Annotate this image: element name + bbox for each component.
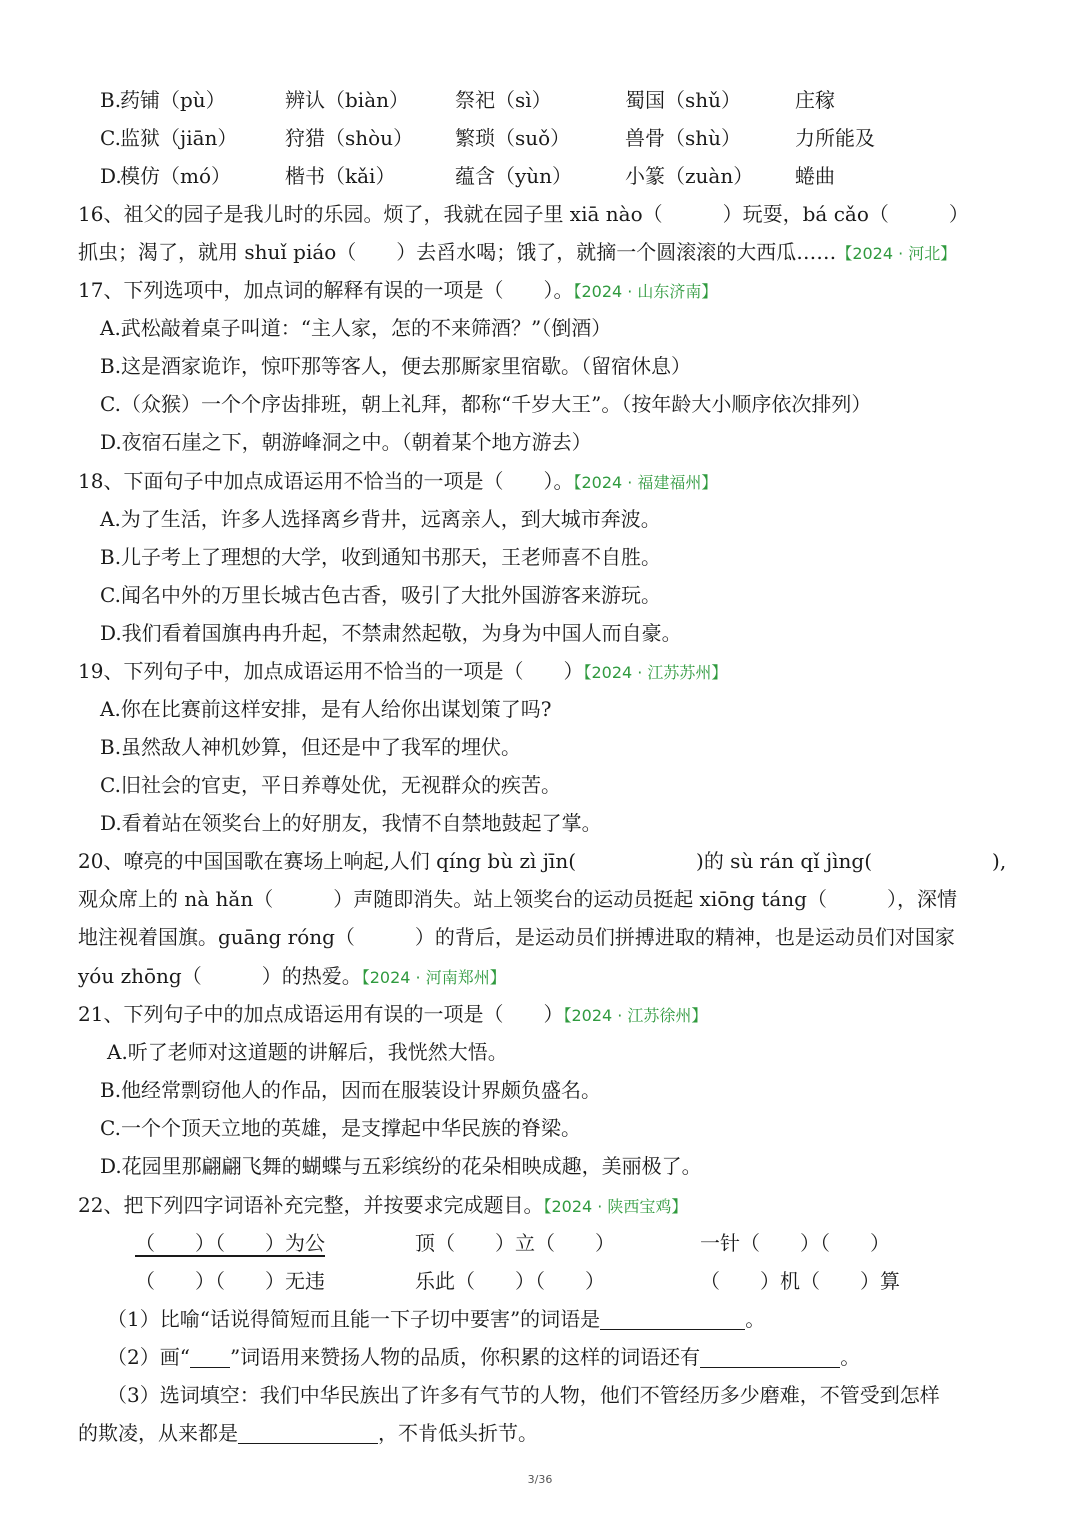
option-text: C.一个个顶天立地的英雄，是支撑起中华民族的脊梁。	[100, 1116, 581, 1140]
option-text: A.听了老师对这道题的讲解后，我恍然大悟。	[107, 1040, 508, 1064]
q20-text: yóu zhōng（ ）的热爱。	[78, 964, 362, 988]
option-text: A.你在比赛前这样安排，是有人给你出谋划策了吗?	[100, 697, 552, 721]
source-tag: 【2024 · 陕西宝鸡】	[543, 1197, 688, 1216]
q20-line-4	[0, 957, 1080, 995]
q22-word-row-1	[0, 1224, 1080, 1262]
q18-option-d	[0, 614, 1080, 652]
option-label: C.	[100, 126, 121, 150]
option-text: C.（众猴）一个个序齿排班，朝上礼拜，都称“千岁大王”。（按年龄大小顺序依次排列）	[100, 392, 872, 416]
answer-blank[interactable]	[700, 1343, 840, 1368]
source-tag: 【2024 · 河北】	[836, 244, 957, 263]
word-fill-item: （ ）（ ）无违	[135, 1269, 325, 1293]
option-item: 小篆（zuàn）	[625, 164, 754, 188]
q17-stem	[0, 271, 1080, 309]
q16-text: 抓虫；渴了，就用 shuǐ piáo（ ）去舀水喝；饿了，就摘一个圆滚滚的大西瓜……	[78, 240, 837, 264]
q22-sub-3	[0, 1376, 1080, 1414]
source-tag: 【2024 · 河南郑州】	[361, 968, 506, 987]
option-item: 模仿（mó）	[120, 164, 232, 188]
option-text: D.花园里那翩翩飞舞的蝴蝶与五彩缤纷的花朵相映成趣，美丽极了。	[100, 1154, 702, 1178]
option-item: 蕴含（yùn）	[455, 164, 573, 188]
q19-option-c	[0, 766, 1080, 804]
q21-option-c	[0, 1109, 1080, 1147]
q17-option-c	[0, 385, 1080, 423]
sub-question-text: 。	[745, 1307, 766, 1331]
word-fill-item: （ ）（ ）为公	[135, 1231, 325, 1255]
q22-word-row-2	[0, 1262, 1080, 1300]
question-stem: 22、把下列四字词语补充完整，并按要求完成题目。	[78, 1193, 544, 1217]
word-fill-item: 顶（ ）立（ ）	[415, 1231, 615, 1255]
option-item: 药铺（pù）	[120, 88, 226, 112]
page-number: 3/36	[527, 1473, 553, 1486]
q17-option-b	[0, 347, 1080, 385]
q21-option-b	[0, 1071, 1080, 1109]
option-text: B.儿子考上了理想的大学，收到通知书那天，王老师喜不自胜。	[100, 545, 662, 569]
q21-option-a	[0, 1033, 1080, 1071]
source-tag: 【2024 · 山东济南】	[573, 282, 718, 301]
q20-text: 地注视着国旗。guāng róng（ ）的背后，是运动员们拼搏进取的精神，也是运动员们对国家	[78, 925, 955, 949]
option-text: A.为了生活，许多人选择离乡背井，远离亲人，到大城市奔波。	[100, 507, 661, 531]
option-text: D.看着站在领奖台上的好朋友，我情不自禁地鼓起了掌。	[100, 811, 602, 835]
answer-blank[interactable]	[600, 1305, 745, 1330]
option-text: D.夜宿石崖之下，朝游峰洞之中。（朝着某个地方游去）	[100, 430, 592, 454]
q20-text: 20、嘹亮的中国国歌在赛场上响起,人们 qíng bù zì jīn( )的 sù rán qǐ jìng( ),	[78, 849, 1007, 873]
word-fill-item: 一针（ ）（ ）	[700, 1231, 890, 1255]
option-text: C.闻名中外的万里长城古色古香，吸引了大批外国游客来游玩。	[100, 583, 661, 607]
option-item: 祭祀（sì）	[455, 88, 552, 112]
q16-line-2	[0, 233, 1080, 271]
option-item: 蜷曲	[795, 164, 835, 188]
q21-option-d	[0, 1147, 1080, 1185]
q16-line-1	[0, 195, 1080, 233]
option-label: B.	[100, 88, 122, 112]
q19-option-d	[0, 804, 1080, 842]
q16-text: 16、祖父的园子是我儿时的乐园。烦了，我就在园子里 xiā nào（ ）玩耍，bá cǎo（ ）	[78, 202, 969, 226]
option-text: B.虽然敌人神机妙算，但还是中了我军的埋伏。	[100, 735, 522, 759]
source-tag: 【2024 · 江苏徐州】	[563, 1006, 708, 1025]
q18-stem	[0, 462, 1080, 500]
q18-option-b	[0, 538, 1080, 576]
q22-sub-2	[0, 1338, 1080, 1376]
source-tag: 【2024 · 福建福州】	[573, 473, 718, 492]
q22-sub-3-cont	[0, 1414, 1080, 1452]
option-item: 繁琐（suǒ）	[455, 126, 571, 150]
option-label: D.	[100, 164, 122, 188]
question-stem: 21、下列句子中的加点成语运用有误的一项是（ ）	[78, 1002, 564, 1026]
option-row-b	[0, 81, 1080, 119]
option-item: 辨认（biàn）	[285, 88, 410, 112]
q17-option-a	[0, 309, 1080, 347]
q17-option-d	[0, 423, 1080, 461]
option-item: 监狱（jiān）	[120, 126, 238, 150]
q19-option-b	[0, 728, 1080, 766]
option-item: 蜀国（shǔ）	[625, 88, 742, 112]
sub-question-text: （2）画“	[107, 1345, 190, 1369]
option-text: D.我们看着国旗冉冉升起，不禁肃然起敬，为身为中国人而自豪。	[100, 621, 682, 645]
sub-question-text: （1）比喻“话说得简短而且能一下子切中要害”的词语是	[107, 1307, 601, 1331]
sub-question-text: ，不肯低头折节。	[378, 1421, 538, 1445]
q19-option-a	[0, 690, 1080, 728]
sub-question-text: 。	[840, 1345, 861, 1369]
answer-blank[interactable]	[190, 1343, 230, 1368]
option-item: 兽骨（shù）	[625, 126, 742, 150]
q18-option-c	[0, 576, 1080, 614]
source-tag: 【2024 · 江苏苏州】	[583, 663, 728, 682]
option-row-d	[0, 157, 1080, 195]
option-item: 庄稼	[795, 88, 835, 112]
sub-question-text: 的欺凌，从来都是	[78, 1421, 238, 1445]
option-text: B.他经常剽窃他人的作品，因而在服装设计界颇负盛名。	[100, 1078, 602, 1102]
option-item: 狩猎（shòu）	[285, 126, 414, 150]
q20-text: 观众席上的 nà hǎn（ ）声随即消失。站上领奖台的运动员挺起 xiōng táng（ ），深情	[78, 887, 957, 911]
q20-line-3	[0, 918, 1080, 956]
option-text: C.旧社会的官吏，平日养尊处优，无视群众的疾苦。	[100, 773, 561, 797]
q20-line-2	[0, 880, 1080, 918]
word-fill-item: （ ）机（ ）算	[700, 1269, 900, 1293]
option-text: B.这是酒家诡诈，惊吓那等客人，便去那厮家里宿歇。（留宿休息）	[100, 354, 692, 378]
q20-line-1	[0, 842, 1080, 880]
option-item: 楷书（kǎi）	[285, 164, 396, 188]
option-text: A.武松敲着桌子叫道：“主人家，怎的不来筛酒？”（倒酒）	[100, 316, 612, 340]
q22-stem	[0, 1186, 1080, 1224]
sub-question-text: ”词语用来赞扬人物的品质，你积累的这样的词语还有	[229, 1345, 701, 1369]
q22-sub-1	[0, 1300, 1080, 1338]
answer-blank[interactable]	[238, 1419, 378, 1444]
word-fill-item: 乐此（ ）（ ）	[415, 1269, 605, 1293]
question-stem: 18、下面句子中加点成语运用不恰当的一项是（ ）。	[78, 469, 574, 493]
q19-stem	[0, 652, 1080, 690]
option-row-c	[0, 119, 1080, 157]
sub-question-text: （3）选词填空：我们中华民族出了许多有气节的人物，他们不管经历多少磨难，不管受到怎样	[107, 1383, 940, 1407]
q21-stem	[0, 995, 1080, 1033]
question-stem: 19、下列句子中，加点成语运用不恰当的一项是（ ）	[78, 659, 584, 683]
q18-option-a	[0, 500, 1080, 538]
option-item: 力所能及	[795, 126, 875, 150]
question-stem: 17、下列选项中，加点词的解释有误的一项是（ ）。	[78, 278, 574, 302]
